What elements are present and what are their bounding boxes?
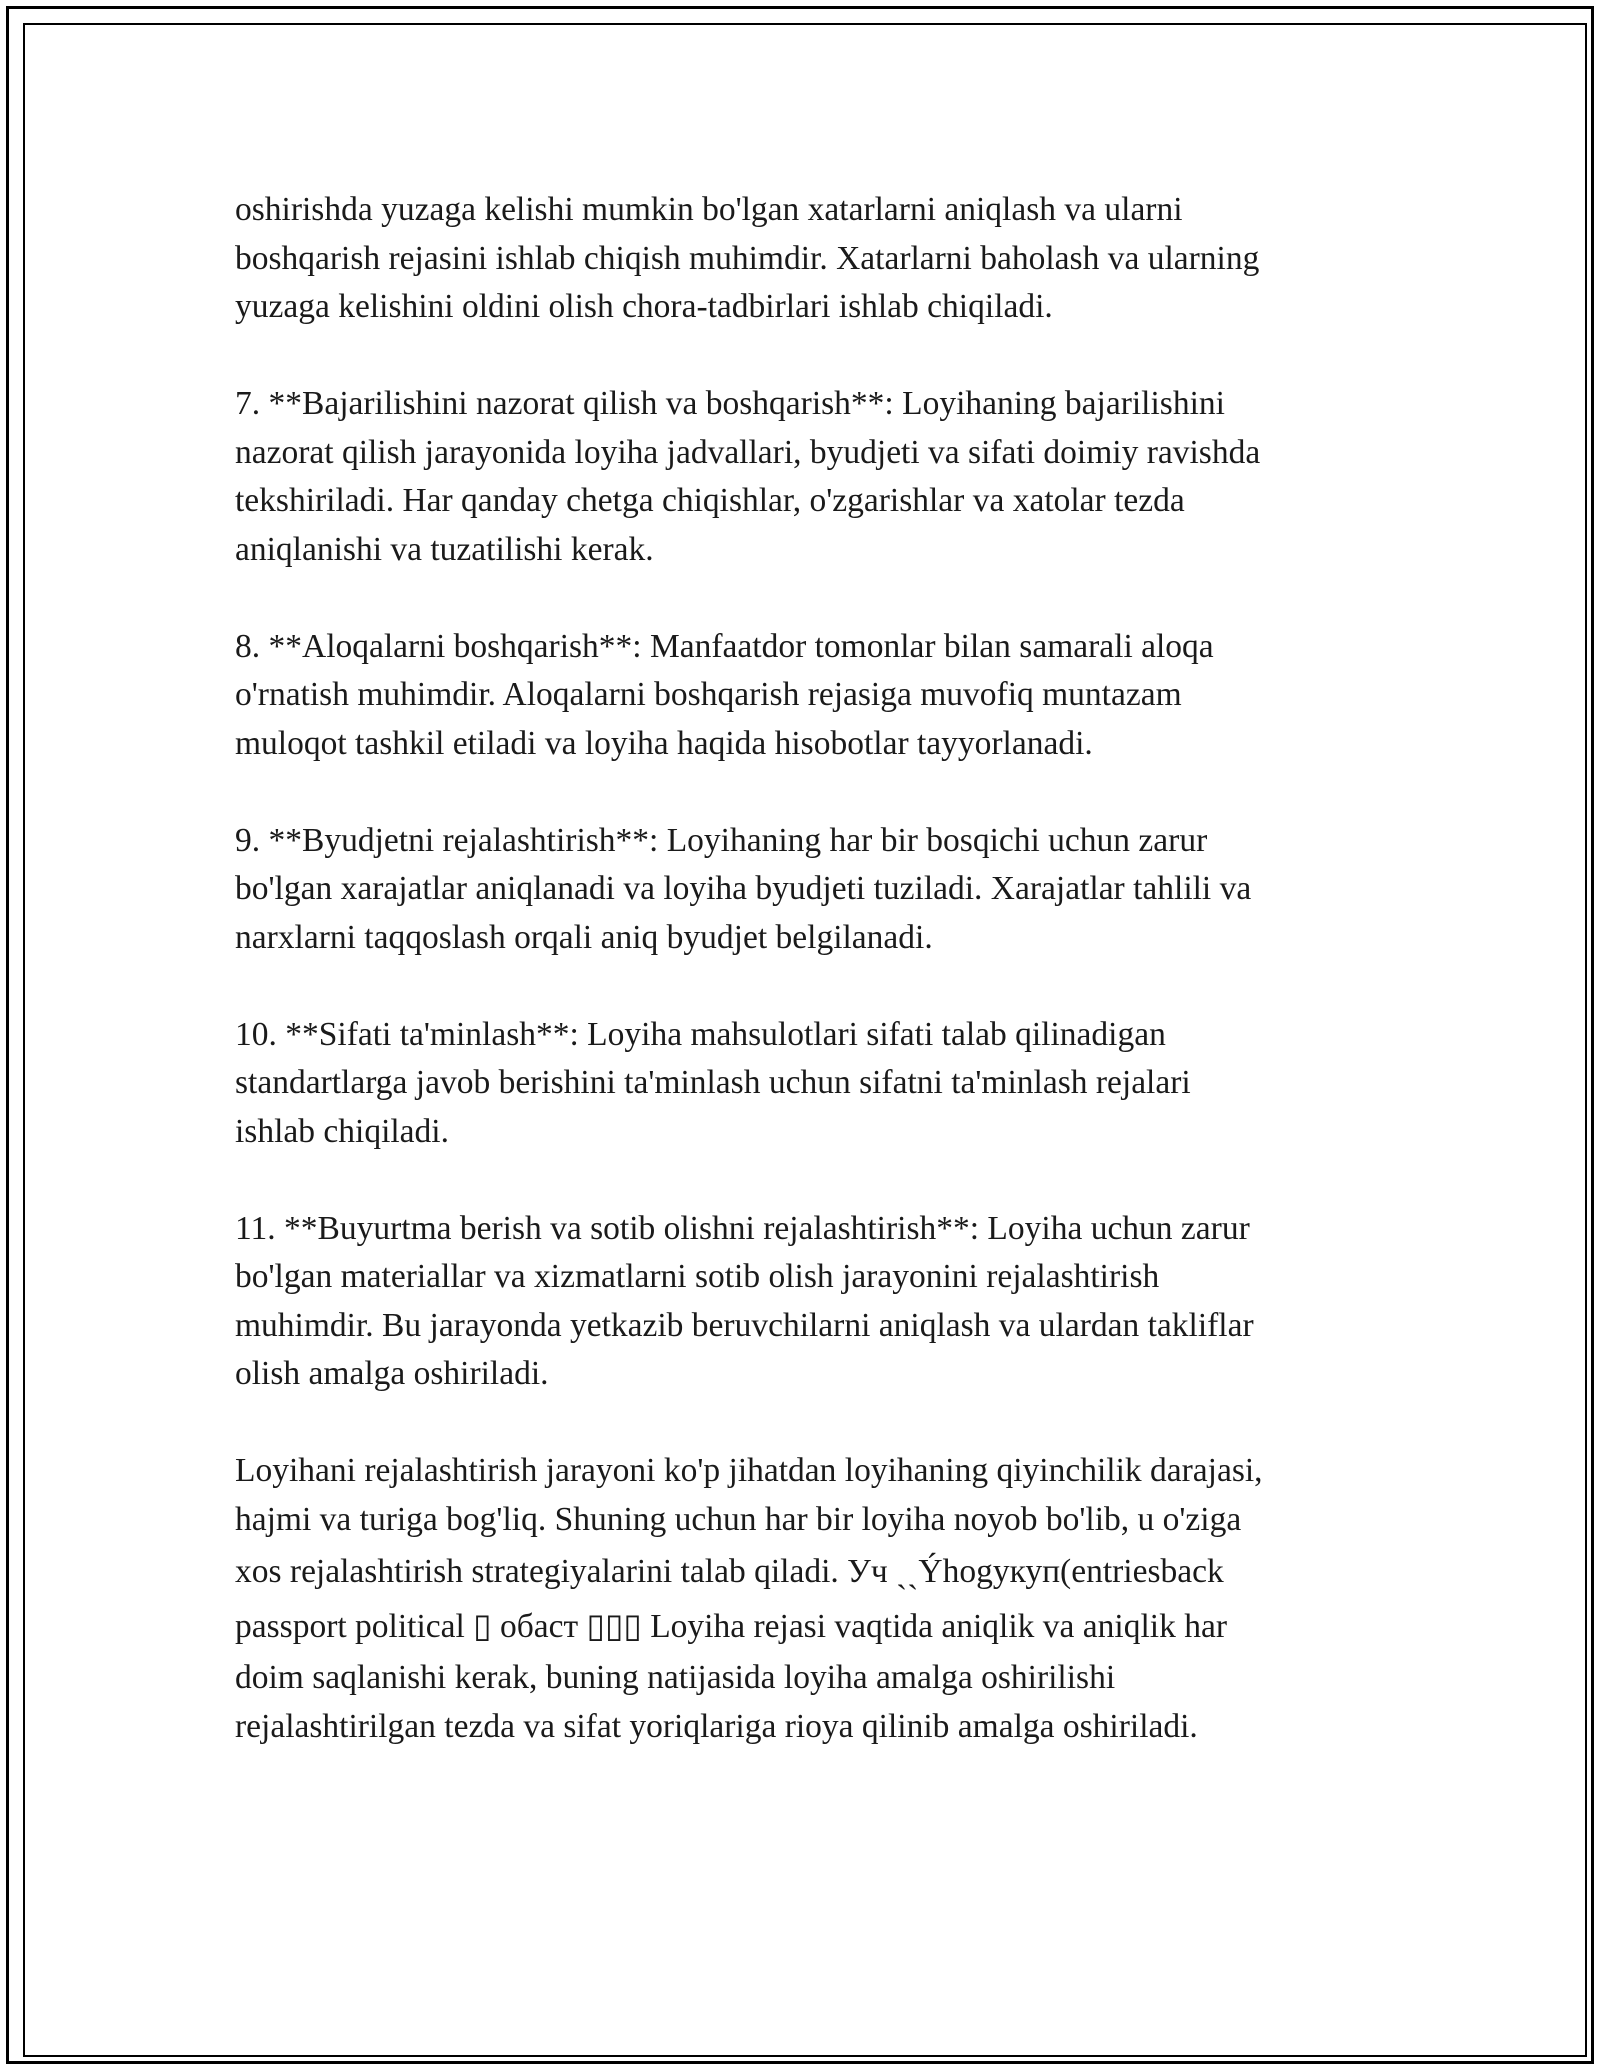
text-line: standartlarga javob berishini ta'minlash uchun sifatni ta'minlash rejalari [235,1064,1191,1101]
paragraph-item-10 [235,1011,1415,1157]
paragraph-item-8 [235,623,1415,769]
text-line: aniqlanishi va tuzatilishi kerak. [235,530,654,568]
text-line: 9. **Byudjetni rejalashtirish**: Loyihaning har bir bosqichi uchun zarur [235,821,1208,859]
paragraph-item-9 [235,817,1415,963]
text-line: nazorat qilish jarayonida loyiha jadvallari, byudjeti va sifati doimiy ravishda [235,433,1261,471]
text-line: bo'lgan materiallar va xizmatlarni sotib olish jarayonini rejalashtirish [235,1258,1160,1295]
text-line: olish amalga oshiriladi. [235,1355,549,1392]
text-line: muhimdir. Bu jarayonda yetkazib beruvchilarni aniqlash va ulardan takliflar [235,1306,1254,1344]
text-line: passport political ▯ обаст ▯▯▯ Loyiha rejasi vaqtida aniqlik va aniqlik har [235,1608,1227,1645]
text-line: 7. **Bajarilishini nazorat qilish va boshqarish**: Loyihaning bajarilishini [235,385,1225,422]
text-line: o'rnatish muhimdir. Aloqalarni boshqarish rejasiga muvofiq muntazam [235,676,1182,713]
text-line: 10. **Sifati ta'minlash**: Loyiha mahsulotlari sifati talab qilinadigan [235,1015,1166,1053]
text-line: xos rejalashtirish strategiyalarini talab qiladi. Уч ˏˏÝhogyкуп(entriesback [235,1553,1224,1590]
text-line: oshirishda yuzaga kelishi mumkin bo'lgan xatarlarni aniqlash va ularni [235,191,1183,228]
text-line: narxlarni taqqoslash orqali aniq byudjet belgilanadi. [235,918,933,956]
paragraph-item-11 [235,1205,1415,1399]
document-body [235,186,1415,1800]
text-line: 11. **Buyurtma berish va sotib olishni rejalashtirish**: Loyiha uchun zarur [235,1209,1250,1247]
text-line: rejalashtirilgan tezda va sifat yoriqlariga rioya qilinib amalga oshiriladi. [235,1707,1198,1745]
text-line: ishlab chiqiladi. [235,1112,449,1150]
text-line: tekshiriladi. Har qanday chetga chiqishlar, o'zgarishlar va xatolar tezda [235,482,1185,519]
text-line: hajmi va turiga bog'liq. Shuning uchun har bir loyiha noyob bo'lib, u o'ziga [235,1500,1242,1538]
text-line: yuzaga kelishini oldini olish chora-tadbirlari ishlab chiqiladi. [235,288,1053,325]
paragraph-conclusion [235,1447,1415,1751]
text-line: boshqarish rejasini ishlab chiqish muhimdir. Xatarlarni baholash va ularning [235,239,1260,277]
text-line: 8. **Aloqalarni boshqarish**: Manfaatdor tomonlar bilan samarali aloqa [235,627,1214,665]
text-line: doim saqlanishi kerak, buning natijasida loyiha amalga oshirilishi [235,1659,1116,1696]
paragraph-risk-management [235,186,1415,332]
text-line: bo'lgan xarajatlar aniqlanadi va loyiha byudjeti tuziladi. Xarajatlar tahlili va [235,870,1252,907]
paragraph-item-7 [235,380,1415,574]
text-line: Loyihani rejalashtirish jarayoni ko'p jihatdan loyihaning qiyinchilik darajasi, [235,1452,1263,1489]
text-line: muloqot tashkil etiladi va loyiha haqida hisobotlar tayyorlanadi. [235,724,1093,762]
